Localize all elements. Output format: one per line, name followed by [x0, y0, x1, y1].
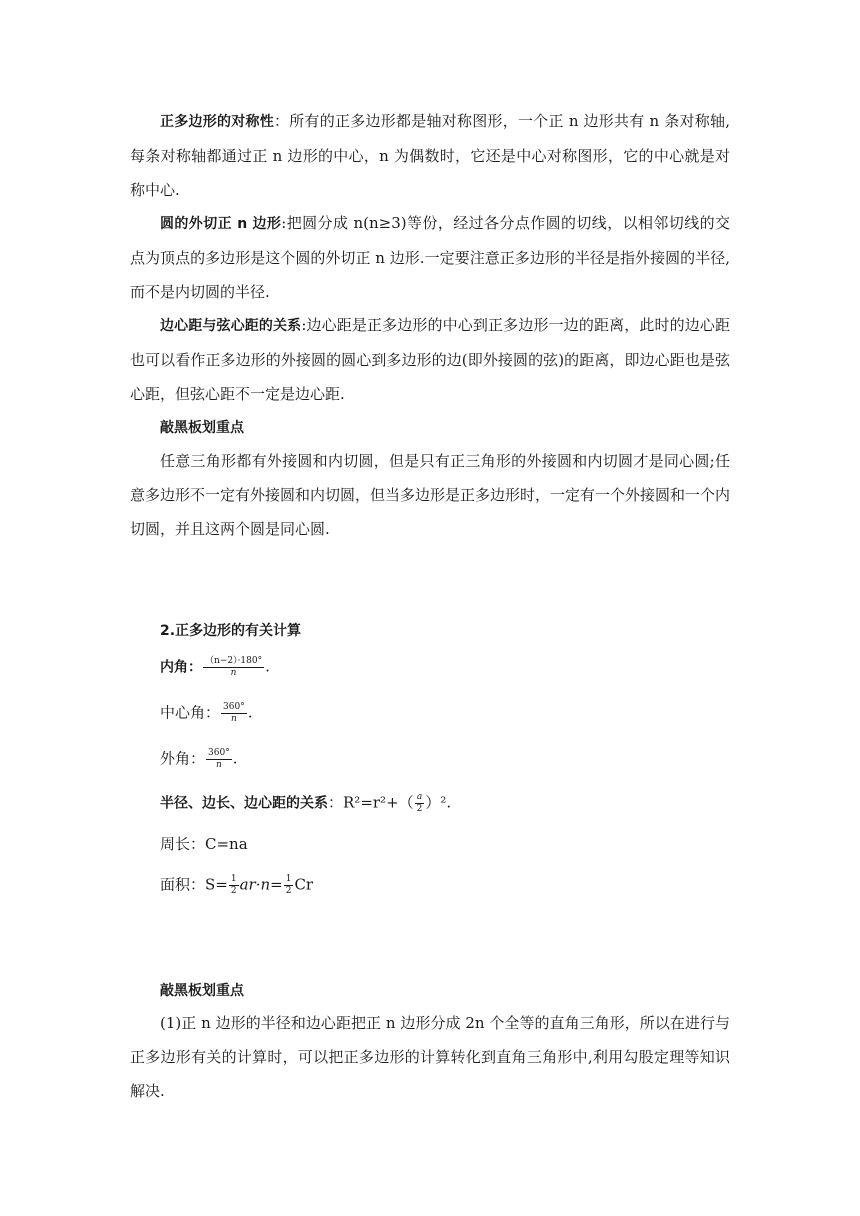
paragraph-apothem-relation — [130, 308, 730, 411]
formula-central-angle: 中心角： $\frac{360^\circ}{n}$ . — [160, 702, 253, 724]
formula-area: 面积：S= $\frac{1}{2}$ ar·n= $\frac{1}{2}$ Cr — [160, 874, 314, 896]
paragraph-symmetry — [130, 104, 730, 207]
paragraph-circumscribed-polygon — [130, 206, 730, 309]
formula-interior-angle: 内角： $\frac{(n-2)\cdot 180^\circ}{n}$ . — [160, 656, 270, 678]
fraction-half-side: $\frac{a}{2}$ — [416, 792, 423, 814]
fraction-one-half-a: $\frac{1}{2}$ — [230, 874, 237, 896]
paragraph-symmetry-text: ：所有的正多边形都是轴对称图形，一个正 n 边形共有 n 条对称轴,每条对称轴都通过正 n 边形的中心，n 为偶数时，它还是中心对称图形，它的中心就是对称中心. — [130, 112, 730, 199]
term-apothem-relation: 边心距与弦心距的关系 — [160, 318, 302, 334]
paragraph-circumscribed-text: :把圆分成 n(n≥3)等份，经过各分点作圆的切线，以相邻切线的交点为顶点的多边形是这个圆的外切正 n 边形.一定要注意正多边形的半径是指外接圆的半径,而不是内切圆的半径. — [130, 214, 730, 301]
formula-exterior-angle-label: 外角： — [160, 749, 206, 768]
term-circumscribed-polygon: 圆的外切正 n 边形 — [160, 216, 282, 232]
fraction-interior-angle: $\frac{(n-2)\cdot 180^\circ}{n}$ — [205, 656, 263, 678]
formula-central-angle-label: 中心角： — [160, 703, 221, 722]
fraction-central-angle: $\frac{360^\circ}{n}$ — [223, 702, 245, 724]
heading-key-points-1: 敲黑板划重点 — [160, 420, 244, 436]
fraction-exterior-angle: $\frac{360^\circ}{n}$ — [208, 748, 230, 770]
paragraph-concentric: 任意三角形都有外接圆和内切圆，但是只有正三角形的外接圆和内切圆才是同心圆;任意多边形不一定有外接圆和内切圆，但当多边形是正多边形时，一定有一个外接圆和一个内切圆，并且这两个圆是同心圆. — [130, 452, 731, 538]
paragraph-apothem-text: :边心距是正多边形的中心到正多边形一边的距离，此时的边心距也可以看作正多边形的外接圆的圆心到多边形的边(即外接圆的弦)的距离，即边心距也是弦心距，但弦心距不一定是边心距. — [130, 316, 731, 403]
formula-exterior-angle: 外角： $\frac{360^\circ}{n}$ . — [160, 748, 238, 770]
section-heading-calculations: 2.正多边形的有关计算 — [160, 623, 302, 639]
fraction-one-half-b: $\frac{1}{2}$ — [285, 874, 292, 896]
formula-radius-relation-label: 半径、边长、边心距的关系 — [160, 795, 328, 812]
heading-key-points-2: 敲黑板划重点 — [160, 983, 244, 999]
formula-perimeter: 周长：C=na — [160, 835, 248, 853]
term-symmetry: 正多边形的对称性 — [160, 114, 275, 130]
formula-interior-angle-label: 内角： — [160, 659, 202, 676]
formula-radius-relation: 半径、边长、边心距的关系：R²=r²+（ $\frac{a}{2}$ ）². — [160, 792, 452, 814]
paragraph-right-triangles: (1)正 n 边形的半径和边心距把正 n 边形分成 2n 个全等的直角三角形，所以在进行与正多边形有关的计算时，可以把正多边形的计算转化到直角三角形中,利用勾股定理等知识解决. — [130, 1014, 730, 1100]
